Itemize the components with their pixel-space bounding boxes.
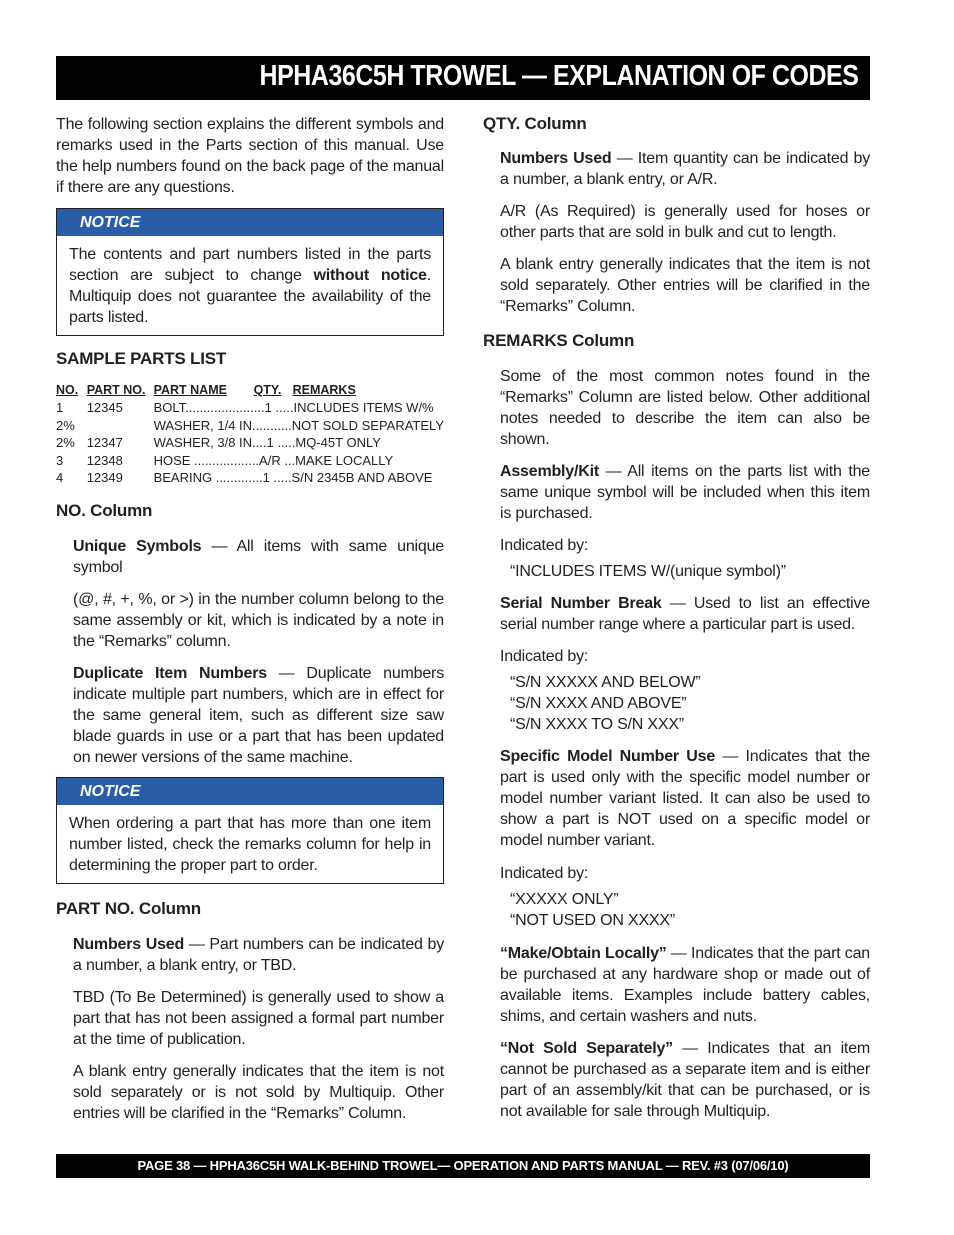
- cell-part-no: 12347: [86, 435, 123, 450]
- cell-part-no: 12345: [86, 400, 123, 415]
- notice-box-1: [56, 208, 444, 336]
- notice-text-a: The contents and part numbers listed in the parts section are subject to change: [69, 246, 431, 284]
- table-row: [56, 399, 444, 417]
- cell-details: BEARING .............1 .....S/N 2345B AND ABOVE: [153, 470, 433, 485]
- qty-column-heading: QTY. Column: [483, 114, 587, 133]
- not-sold-separately-text: — Indicates that an item cannot be purchased as a separate item and is either part of an assembly/kit that can be purchased, or is not available for sale through Multiquip.: [500, 1040, 870, 1120]
- specific-model-text: — Indicates that the part is used only with the specific model number or model number variant listed. It can also be used to show a part is NOT used on a specific model or model number variant.: [500, 748, 870, 849]
- list-item: “XXXXX ONLY”: [510, 891, 619, 908]
- assembly-kit-paragraph: [500, 461, 870, 524]
- notice-text-bold: without notice: [313, 267, 427, 284]
- remarks-intro-paragraph: Some of the most common notes found in the “Remarks” Column are listed below. Other additional notes needed to describe the item can also be shown.: [500, 368, 870, 448]
- indicated-by-label: Indicated by:: [500, 648, 589, 665]
- col-header-no: NO.: [56, 383, 79, 397]
- notice-body: [57, 805, 443, 883]
- cell-part-no: 12348: [86, 452, 123, 468]
- col-header-part-name: PART NAME: [153, 383, 227, 397]
- notice-body: [57, 236, 443, 335]
- cell-no: 1: [56, 400, 64, 415]
- make-obtain-locally-paragraph: [500, 943, 870, 1027]
- qty-numbers-used-text: — Item quantity can be indicated by a number, a blank entry, or A/R.: [500, 150, 870, 188]
- cell-details: WASHER, 1/4 IN...........NOT SOLD SEPARATELY: [153, 417, 444, 433]
- page-footer: PAGE 38 — HPHA36C5H WALK-BEHIND TROWEL— OPERATION AND PARTS MANUAL — REV. #3 (07/06/10): [56, 1154, 870, 1178]
- assembly-kit-term: Assembly/Kit: [500, 463, 599, 480]
- col-header-remarks: REMARKS: [292, 383, 356, 397]
- serial-number-break-paragraph: [500, 593, 870, 635]
- as-required-paragraph: A/R (As Required) is generally used for hoses or other parts that are sold in bulk and cut to length.: [500, 203, 870, 241]
- col-header-qty: QTY.: [253, 383, 282, 397]
- col-header-part-no: PART NO.: [86, 383, 146, 397]
- table-row: [56, 452, 444, 470]
- part-numbers-used-text: — Part numbers can be indicated by a number, a blank entry, or TBD.: [73, 935, 444, 974]
- list-item: “S/N XXXXX AND BELOW”: [510, 674, 701, 691]
- qty-blank-entry-paragraph: A blank entry generally indicates that the item is not sold separately. Other entries will be clarified in the “Remarks” Column.: [500, 256, 870, 315]
- unique-symbols-term: Unique Symbols: [73, 537, 202, 555]
- notice-label: NOTICE: [57, 778, 443, 805]
- specific-model-term: Specific Model Number Use: [500, 748, 716, 765]
- cell-details: BOLT......................1 .....INCLUDES ITEMS W/%: [153, 400, 434, 415]
- right-column: [483, 114, 870, 1122]
- list-item: “S/N XXXX AND ABOVE”: [510, 695, 687, 712]
- table-row: [56, 417, 444, 435]
- duplicate-items-term: Duplicate Item Numbers: [73, 664, 267, 682]
- cell-no: 2%: [56, 435, 75, 450]
- cell-part-no: [87, 417, 154, 435]
- left-column: [56, 114, 444, 1124]
- serial-number-break-term: Serial Number Break: [500, 595, 662, 612]
- symbols-paragraph: (@, #, +, %, or >) in the number column belong to the same assembly or kit, which is indicated by a note in the “Remarks” column.: [73, 590, 444, 650]
- cell-no: 2%: [56, 417, 75, 433]
- notice-text: When ordering a part that has more than one item number listed, check the remarks column for help in determining the proper part to order.: [69, 814, 431, 874]
- serial-number-break-text: — Used to list an effective serial number range where a particular part is used.: [500, 595, 871, 633]
- list-item: “INCLUDES ITEMS W/(unique symbol)”: [510, 563, 786, 580]
- assembly-kit-text: — All items on the parts list with the same unique symbol will be included when this item is purchased.: [500, 463, 870, 522]
- page-header: [56, 56, 870, 100]
- make-obtain-locally-text: — Indicates that the part can be purchased at any hardware shop or made out of available items. Examples include battery cables, shims, and certain washers and nuts.: [500, 945, 870, 1025]
- table-header-row: [56, 381, 444, 399]
- part-numbers-used-term: Numbers Used: [73, 935, 185, 953]
- sample-parts-heading: SAMPLE PARTS LIST: [56, 349, 227, 368]
- unique-symbols-text: — All items with same unique symbol: [73, 537, 444, 576]
- not-sold-separately-paragraph: [500, 1038, 870, 1122]
- page-title: HPHA36C5H TROWEL — EXPLANATION OF CODES: [259, 60, 858, 92]
- indicated-list: [510, 889, 870, 931]
- intro-paragraph: The following section explains the different symbols and remarks used in the Parts section of this manual. Use the help numbers found on the back page of the manual if there are any questions.: [56, 116, 444, 196]
- list-item: “NOT USED ON XXXX”: [510, 912, 676, 929]
- tbd-paragraph: TBD (To Be Determined) is generally used to show a part that has not been assigned a formal part number at the time of publication.: [73, 988, 444, 1048]
- no-column-heading: NO. Column: [56, 500, 153, 520]
- part-no-column-heading: PART NO. Column: [56, 898, 201, 918]
- notice-label: NOTICE: [57, 209, 443, 236]
- cell-no: 4: [56, 470, 64, 485]
- cell-details: HOSE ..................A/R ...MAKE LOCALLY: [153, 452, 394, 468]
- part-numbers-used-paragraph: [73, 934, 444, 976]
- duplicate-items-paragraph: [73, 663, 444, 768]
- notice-box-2: [56, 777, 444, 884]
- qty-numbers-used-paragraph: [500, 148, 870, 190]
- cell-details: WASHER, 3/8 IN....1 .....MQ-45T ONLY: [153, 435, 381, 450]
- indicated-list: [510, 672, 870, 735]
- specific-model-paragraph: [500, 746, 870, 851]
- cell-no: 3: [56, 452, 64, 468]
- qty-numbers-used-term: Numbers Used: [500, 150, 612, 167]
- list-item: “S/N XXXX TO S/N XXX”: [510, 716, 684, 733]
- indicated-by-label: Indicated by:: [500, 865, 589, 882]
- unique-symbols-paragraph: [73, 536, 444, 578]
- indicated-list: [510, 561, 870, 582]
- notice-text-b: . Multiquip does not guarantee the availability of the parts listed.: [69, 267, 431, 326]
- sample-parts-table: [56, 381, 444, 487]
- indicated-by-label: Indicated by:: [500, 537, 589, 554]
- duplicate-items-text: — Duplicate numbers indicate multiple part numbers, which are in effect for the same general item, such as different size saw blade guards in use or a part that has been updated on newer versions of the same machine.: [73, 664, 444, 766]
- not-sold-separately-term: “Not Sold Separately”: [500, 1040, 673, 1057]
- cell-part-no: 12349: [86, 470, 123, 485]
- table-row: [56, 434, 444, 452]
- part-blank-entry-paragraph: A blank entry generally indicates that the item is not sold separately or is not sold by Multiquip. Other entries will be clarified in the “Remarks” Column.: [73, 1062, 444, 1122]
- make-obtain-locally-term: “Make/Obtain Locally”: [500, 945, 667, 962]
- remarks-column-heading: REMARKS Column: [483, 331, 635, 350]
- table-row: [56, 469, 444, 487]
